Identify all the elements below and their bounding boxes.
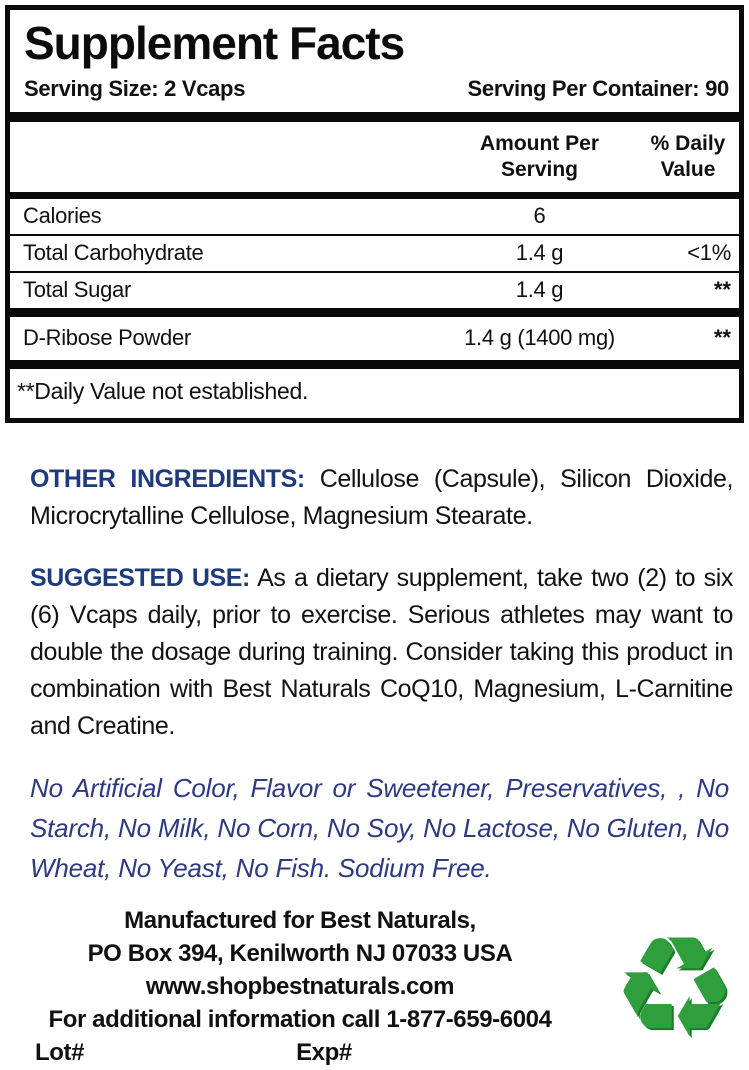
daily-value-footnote: **Daily Value not established. [17,378,309,405]
manufactured-for-line: Manufactured for Best Naturals, [124,907,476,935]
lot-label: Lot# [35,1039,85,1067]
table-row-total-carbohydrate [10,236,739,271]
nutrient-amount: 1.4 g (1400 mg) [464,325,615,351]
nutrient-dv: <1% [687,240,731,266]
serving-info-row [10,70,739,112]
phone-line: For additional information call 1-877-659-6004 [48,1006,552,1034]
nutrient-name: D-Ribose Powder [23,325,191,351]
suggested-use-paragraph [30,560,733,745]
amount-per-serving-header: Amount Per Serving [479,132,599,181]
serving-size: Serving Size: 2 Vcaps [24,76,246,101]
nutrient-name: Total Carbohydrate [23,240,204,266]
divider-thick [10,360,739,369]
other-ingredients-paragraph [30,461,733,535]
recycle-icon: ♻ [611,906,738,1070]
divider-thick [10,308,739,317]
nutrient-dv: ** [713,277,731,303]
recycle-icon-container [600,904,749,1069]
nutrient-name: Calories [23,203,102,229]
other-ingredients-label: OTHER INGREDIENTS: [30,465,305,494]
allergen-free-statement: No Artificial Color, Flavor or Sweetener, Preservatives, , No Starch, No Milk, No Corn, No Soy, No Lactose, No Gluten, No Wheat, No Yeast, No Fish. Sodium Free. [30,773,729,884]
other-ingredients-text: Cellulose (Capsule), Silicon Dioxide, Microcrytalline Cellulose, Magnesium Stearate. [30,465,733,531]
nutrient-name: Total Sugar [23,277,131,303]
daily-value-header: % Daily Value [650,132,726,181]
nutrient-dv: ** [713,325,731,351]
footer [0,904,749,1069]
lot-exp-row [0,1036,600,1069]
suggested-use-text: As a dietary supplement, take two (2) to six (6) Vcaps daily, prior to exercise. Serious athletes may want to double the dosage during training. Consider taking this product in combination with Best Naturals CoQ10, Magnesium, L-Carnitine and Creatine. [30,564,733,741]
table-row-calories [10,199,739,234]
supplement-facts-panel [5,5,744,423]
panel-title: Supplement Facts [24,17,405,69]
divider-thick [10,112,739,122]
manufacturer-address-block [0,904,600,1069]
table-row-total-sugar [10,273,739,308]
po-box-line: PO Box 394, Kenilworth NJ 07033 USA [87,940,513,968]
nutrient-amount: 1.4 g [515,277,564,303]
nutrient-amount: 1.4 g [515,240,564,266]
nutrient-amount: 6 [533,203,546,229]
servings-per-container: Serving Per Container: 90 [467,76,729,101]
exp-label: Exp# [296,1039,352,1067]
supplement-label-page [0,5,749,1070]
suggested-use-label: SUGGESTED USE: [30,564,250,593]
website-line: www.shopbestnaturals.com [145,973,455,1001]
divider-thick [10,192,739,199]
table-header-row [10,122,739,192]
table-row-d-ribose-powder [10,317,739,360]
